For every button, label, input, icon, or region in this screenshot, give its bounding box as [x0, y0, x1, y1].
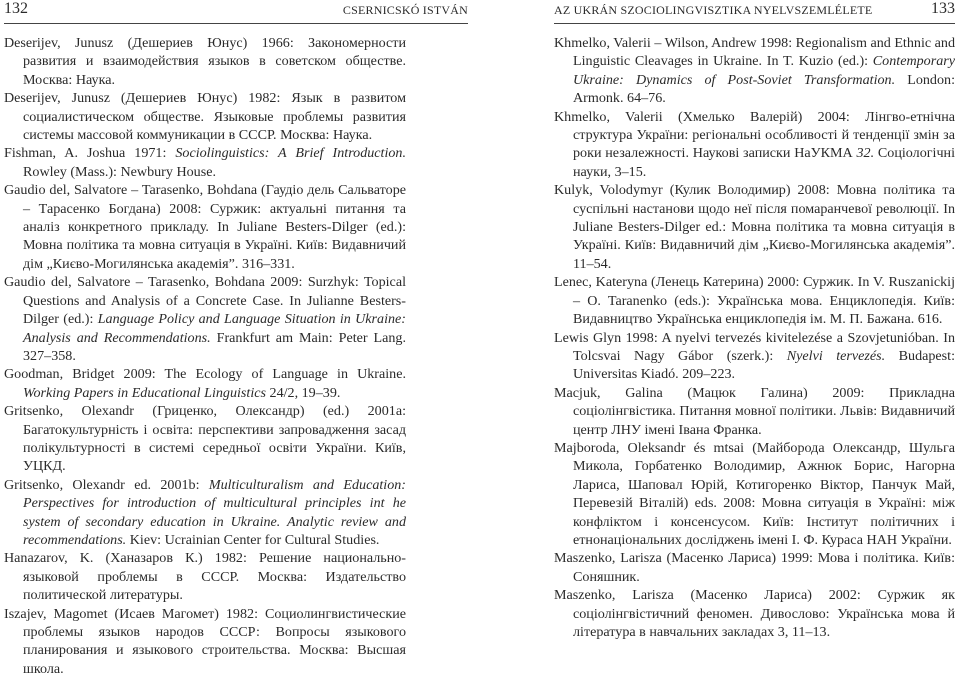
left-page-number: 132 [4, 0, 28, 17]
bibliography-entry [554, 273, 955, 328]
entry-text: Maszenko, Larisza (Масенко Лариса) 2002: Суржик як соціолінгвістичний феномен. Дивослово: Українська мова й література в навчальних закладах 3, 11–13. [554, 587, 955, 640]
entry-text: Gaudio del, Salvatore – Tarasenko, Bohdana 2009: Surzhyk: Topical Questions and Analysis of a Concrete Case. In Julianne Besters-Dilger (ed.): [4, 274, 406, 328]
right-header-rule [554, 23, 955, 24]
bibliography-entry [554, 108, 955, 182]
entry-text: Deserijev, Junusz (Дешериев Юнус) 1966: Закономерности развития и взаимодействия языков в советском обществе. Москва: Наука. [4, 35, 406, 88]
bibliography-entry [554, 329, 955, 384]
bibliography-entry [4, 549, 406, 604]
entry-text: Lenec, Kateryna (Ленець Катерина) 2000: Суржик. In V. Ruszanickij – O. Taranenko (eds.): Українська мова. Енциклопедія. Київ: Видавництво Українська енциклопедія ім. М. П. Бажана. 616. [554, 274, 955, 328]
entry-text: 24/2, 19–39. [266, 384, 341, 401]
entry-text: Macjuk, Galina (Мацюк Галина) 2009: Прикладна соціолінгвістика. Питання мовної політики. Львів: Видавничий центр ЛНУ імені Івана Франка. [554, 384, 955, 438]
italic-title-text: Multiculturalism and Education: Perspectives for introduction of multicultural principles int he system of secondary education in Ukraine. Analytic review and recommendations. [23, 476, 406, 548]
right-page-header [554, 0, 955, 18]
left-header-rule [4, 23, 468, 24]
italic-title-text: Language Policy and Language Situation in Ukraine: Analysis and Recommendations. [23, 311, 406, 346]
bibliography-entry [4, 365, 406, 402]
bibliography-entry [554, 586, 955, 641]
entry-text: London: Armonk. 64–76. [573, 71, 955, 107]
italic-title-text: Sociolinguistics: A Brief Introduction. [175, 145, 406, 162]
right-bibliography [554, 34, 955, 641]
bibliography-entry [554, 439, 955, 549]
entry-text: Lewis Glyn 1998: A nyelvi tervezés kivitelezése a Szovjetunióban. In Tolcsvai Nagy Gábor (szerk.): [554, 329, 955, 364]
left-page [0, 0, 479, 682]
entry-text: Iszajev, Magomet (Исаев Магомет) 1982: Социолингвистические проблемы языков народов СССР: Вопросы языкового планирования и языкового строительства. Москва: Высшая школа. [4, 605, 406, 677]
left-page-header [4, 0, 468, 18]
entry-text: Kulyk, Volodymyr (Кулик Володимир) 2008: Мовна політика та суспільні настанови щодо неї після помаранчевої революції. In Juliane Besters-Dilger ed.: Мовна політика та мовна ситуація в Україні. Київ: Видавничий дім „Києво-Могилянська академія”. 11–54. [554, 182, 955, 272]
italic-title-text: 32. [856, 145, 875, 162]
bibliography-entry [4, 181, 406, 273]
entry-text: Deserijev, Junusz (Дешериев Юнус) 1982: Язык в развитом социалистическом обществе. Языковые проблемы развития системы массовой коммуникации в СССР. Москва: Наука. [4, 90, 406, 144]
italic-title-text: Working Papers in Educational Linguistics [23, 384, 266, 401]
bibliography-entry [4, 89, 406, 144]
bibliography-entry [554, 549, 955, 586]
entry-text: Khmelko, Valerii – Wilson, Andrew 1998: Regionalism and Ethnic and Linguistic Cleavages in Ukraine. In T. Kuzio (ed.): [554, 35, 955, 70]
italic-title-text: Nyelvi tervezés. [786, 347, 886, 364]
bibliography-entry [4, 402, 406, 476]
entry-text: Fishman, A. Joshua 1971: [4, 145, 176, 162]
bibliography-entry [4, 605, 406, 679]
entry-text: Соціологічні науки, 3–15. [573, 145, 955, 180]
bibliography-entry [554, 384, 955, 439]
bibliography-entry [4, 144, 406, 181]
bibliography-entry [4, 34, 406, 89]
bibliography-entry [4, 273, 406, 365]
italic-title-text: Contemporary Ukraine: Dynamics of Post-Soviet Transformation. [573, 53, 955, 88]
left-running-head: CSERNICSKÓ ISTVÁN [342, 3, 468, 17]
entry-text: Gritsenko, Olexandr (Гриценко, Олександр) (ed.) 2001a: Багатокультурність і освіта: перспективи запровадження засад полікультурності в системі середньої освіти України. Київ, УЦКД. [4, 403, 406, 475]
entry-text: Majboroda, Oleksandr és mtsai (Майборода Олександр, Шульга Микола, Горбатенко Володимир, Ажнюк Борис, Нагорна Лариса, Шаповал Юрій, Котигоренко Віктор, Панчук Май, Перевезій Віталій) eds. 2008: Мовна ситуація в Україні: між конфліктом і консенсусом. Київ: Інститут політичних і етнонаціональних досліджень імені І. Ф. Кураса НАН України. [554, 439, 955, 548]
entry-text: Gaudio del, Salvatore – Tarasenko, Bohdana (Гаудіо дель Сальваторе – Тарасенко Богдана) 2008: Суржик: актуальні питання та аналіз конкретного прикладу. In Juliane Besters-Dilger (ed.): Мовна політика та мовна ситуація в Україні. Київ: Видавничий дім „Києво-Могилянська академія”. 316–331. [4, 182, 406, 272]
entry-text: Frankfurt am Main: Peter Lang. 327–358. [23, 329, 406, 364]
entry-text: Hanazarov, K. (Ханазаров К.) 1982: Решение национально-языковой проблемы в СССР. Москва: Издательство политической литературы. [4, 550, 406, 604]
bibliography-entry [554, 34, 955, 108]
entry-text: Maszenko, Larisza (Масенко Лариса) 1999: Мова і політика. Київ: Соняшник. [554, 550, 955, 585]
entry-text: Goodman, Bridget 2009: The Ecology of Language in Ukraine. [4, 366, 406, 383]
bibliography-entry [4, 476, 406, 550]
left-bibliography [4, 34, 406, 678]
entry-text: Rowley (Mass.): Newbury House. [23, 163, 216, 180]
right-page [480, 0, 959, 682]
entry-text: Gritsenko, Olexandr ed. 2001b: [4, 476, 209, 493]
bibliography-entry [554, 181, 955, 273]
right-running-head: AZ UKRÁN SZOCIOLINGVISZTIKA NYELVSZEMLÉLETE [554, 3, 873, 17]
right-page-number: 133 [931, 0, 955, 17]
entry-text: Kiev: Ucrainian Center for Cultural Studies. [126, 531, 380, 548]
entry-text: Budapest: Universitas Kiadó. 209–223. [573, 347, 955, 383]
entry-text: Khmelko, Valerii (Хмелько Валерій) 2004: Лінгво-етнічна структура України: регіональні особливості й тенденції змін за роки незалежності. Наукові записки НаУКМА [554, 108, 955, 162]
